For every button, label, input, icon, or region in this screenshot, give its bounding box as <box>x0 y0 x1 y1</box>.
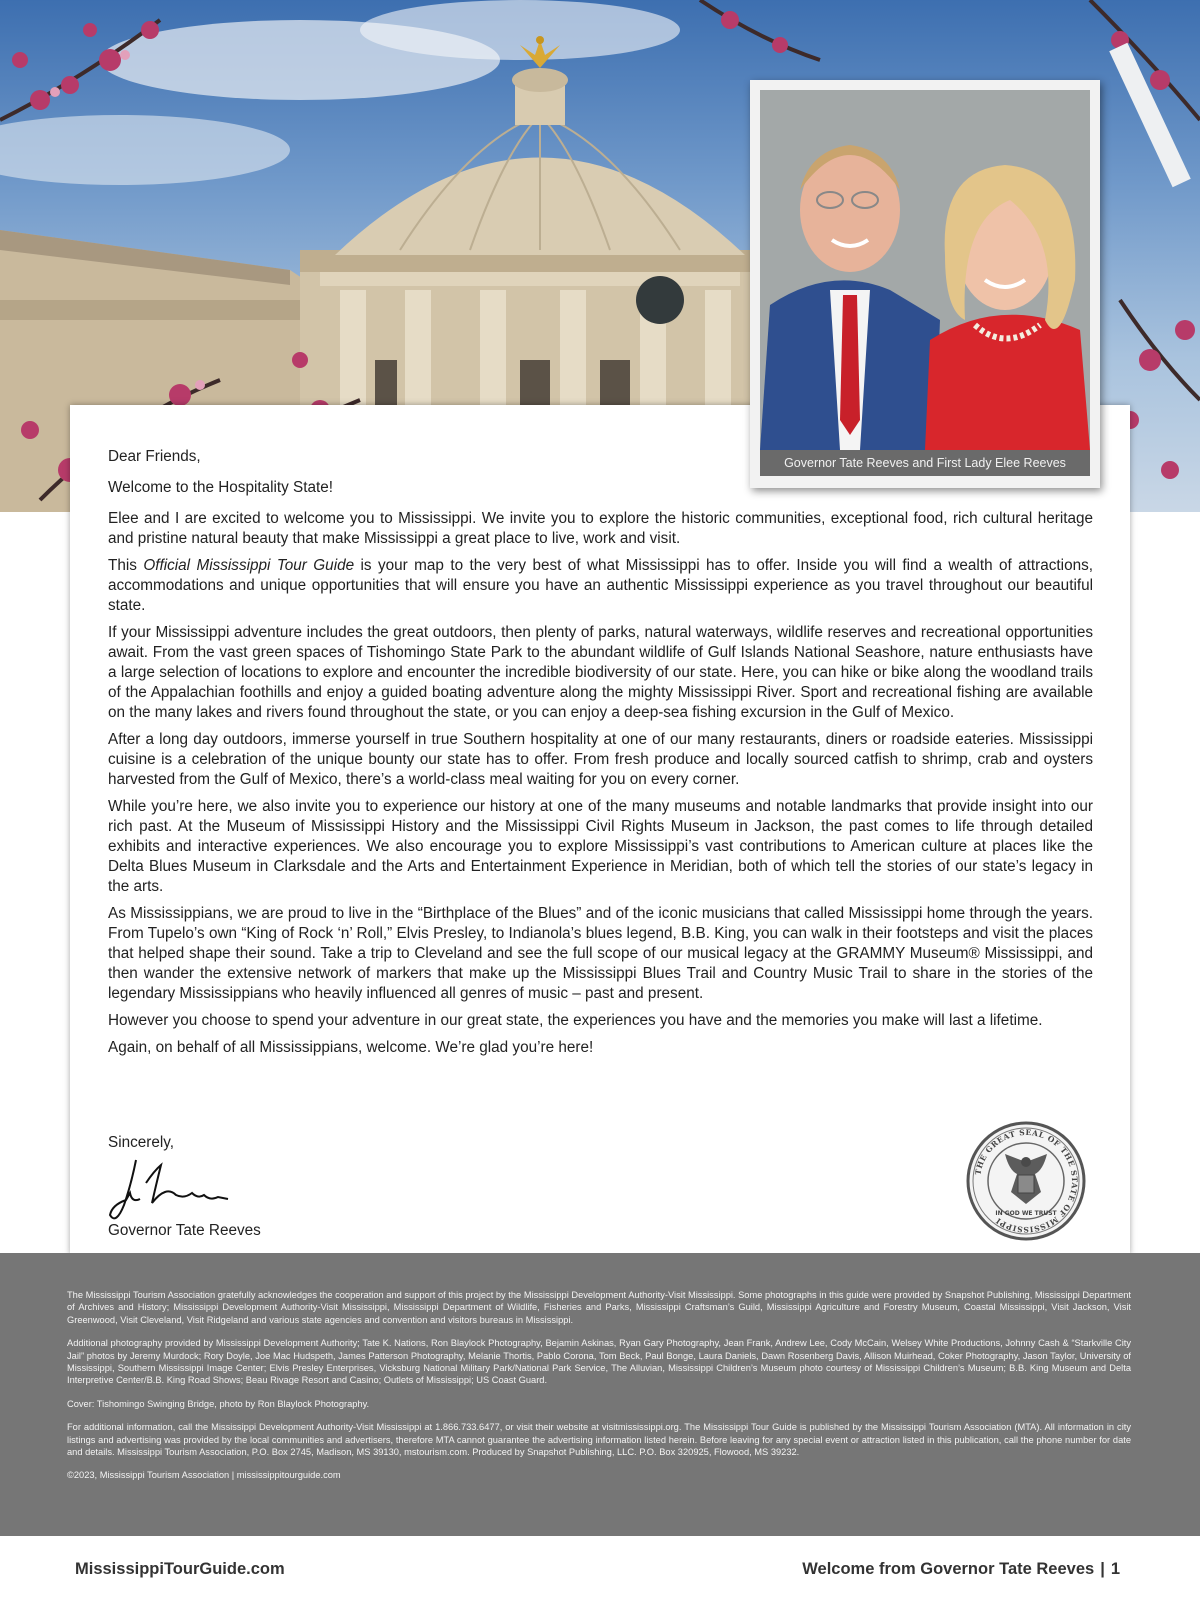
footer-separator: | <box>1100 1560 1105 1578</box>
letter-paragraph: Elee and I are excited to welcome you to Mississippi. We invite you to explore the historic communities, exceptional food, rich cultural heritage and pristine natural beauty that make Mississippi a great place to live, work and visit. <box>108 510 1093 547</box>
footer-section-title: Welcome from Governor Tate Reeves <box>802 1560 1095 1578</box>
seal-outer-text: THE GREAT SEAL OF THE STATE OF MISSISSIPPI <box>973 1127 1080 1235</box>
letter-paragraph <box>108 556 1093 616</box>
page-number: 1 <box>1110 1560 1120 1578</box>
letter-text: This <box>108 557 144 574</box>
letter-salutation: Dear Friends, <box>108 448 201 465</box>
signature-image <box>106 1155 236 1230</box>
governor-portrait-photo <box>760 90 1090 450</box>
state-seal <box>965 1120 1087 1247</box>
letter-paragraph: Again, on behalf of all Mississippians, welcome. We’re glad you’re here! <box>108 1039 594 1056</box>
portrait-caption: Governor Tate Reeves and First Lady Elee Reeves <box>760 450 1090 476</box>
great-seal-icon <box>965 1120 1087 1242</box>
letter-paragraph: However you choose to spend your adventure in our great state, the experiences you have and the memories you make will last a lifetime. <box>108 1012 1043 1029</box>
credits-text <box>67 1289 1131 1493</box>
welcome-letter <box>108 447 1093 1065</box>
letter-closing: Sincerely, <box>108 1134 175 1151</box>
governor-and-first-lady-photo <box>760 90 1090 450</box>
letter-signer: Governor Tate Reeves <box>108 1222 261 1239</box>
letter-text: is your map to the very best of what Mississippi has to offer. Inside you will find a wealth of attractions, accommodations and unique opportunities that will ensure you have an authentic Mississippi experience as you travel throughout our beautiful state. <box>108 557 1093 614</box>
letter-paragraph: If your Mississippi adventure includes the great outdoors, then plenty of parks, natural waterways, wildlife reserves and recreational opportunities await. From the vast green spaces of Tishomingo State Park to the abundant wildlife of Gulf Islands National Seashore, nature enthusiasts have a large selection of locations to explore and encounter the incredible biodiversity of our state. Here, you can hike or bike along the woodland trails of the Appalachian foothills and enjoy a guided boating adventure along the mighty Mississippi River. Sport and recreational fishing are available on the many lakes and rivers found throughout the state, or you can enjoy a deep-sea fishing excursion in the Gulf of Mexico. <box>108 624 1093 721</box>
seal-motto: IN GOD WE TRUST <box>995 1210 1057 1217</box>
credits-paragraph: Additional photography provided by Mississippi Development Authority; Tate K. Nations, Ron Blaylock Photography, Bejamin Askinas, Ryan Gary Photography, Jean Frank, Andrew Lee, Cody McCain, Welsey White Productions, Johnny Cash & “Starkville City Jail” photos by Jeremy Murdock; Rory Doyle, Joe Mac Hudspeth, James Patterson Photography, Melanie Thortis, Pablo Corona, Tom Beck, Paul Bonge, Laura Daniels, Dawn Rosenberg Davis, Allison Muirhead, Coker Photography, Jason Taylor, University of Mississippi, Southern Mississippi Image Center; Elvis Presley Enterprises, Vicksburg National Military Park/National Park Service, The Alluvian, Mississippi Children’s Museum photo courtesy of Mississippi Children’s Museum; B.B. King Museum and Delta Interpretive Center/B.B. King Road Shows; Beau Rivage Resort and Casino; Outlets of Mississippi; US Coast Guard. <box>67 1338 1131 1386</box>
signature-icon <box>106 1155 236 1225</box>
footer-site-link[interactable]: MississippiTourGuide.com <box>75 1560 285 1578</box>
footer-section <box>802 1560 1120 1579</box>
letter-welcome-line: Welcome to the Hospitality State! <box>108 479 334 496</box>
copyright-line: ©2023, Mississippi Tourism Association | mississippitourguide.com <box>67 1470 341 1481</box>
letter-paragraph: As Mississippians, we are proud to live in the “Birthplace of the Blues” and of the iconic musicians that called Mississippi home through the years. From Tupelo’s own “King of Rock ‘n’ Roll,” Elvis Presley, to Indianola’s blues legend, B.B. King, you can walk in their footsteps and visit the places that helped shape their sound. Take a trip to Cleveland and see the full scope of our musical legacy at the GRAMMY Museum® Mississippi, and then wander the extensive network of markers that make up the Mississippi Blues Trail and Country Music Trail to share in the stories of the legendary Mississippians who heavily influenced all genres of music – past and present. <box>108 905 1093 1002</box>
page-footer <box>0 1536 1200 1613</box>
letter-paragraph: While you’re here, we also invite you to experience our history at one of the many museums and notable landmarks that provide insight into our rich past. At the Museum of Mississippi History and the Mississippi Civil Rights Museum in Jackson, the past comes to life through detailed exhibits and interactive experiences. We also encourage you to explore Mississippi’s vast contributions to American culture at places like the Delta Blues Museum in Clarksdale and the Arts and Entertainment Experience in Meridian, both of which tell the stories of our state’s legacy in the arts. <box>108 798 1093 895</box>
letter-paragraph: After a long day outdoors, immerse yourself in true Southern hospitality at one of our many restaurants, diners or roadside eateries. Mississippi cuisine is a celebration of the unique bounty our state has to offer. From fresh produce and locally sourced catfish to shrimp, crab and oysters harvested from the Gulf of Mexico, there’s a world-class meal waiting for you on every corner. <box>108 731 1093 788</box>
portrait-frame <box>750 80 1100 488</box>
credits-paragraph: The Mississippi Tourism Association gratefully acknowledges the cooperation and support of this project by the Mississippi Development Authority-Visit Mississippi. Some photographs in this guide were provided by Snapshot Publishing, Mississippi Department of Archives and History; Mississippi Development Authority-Visit Mississippi, Mississippi Department of Wildlife, Fisheries and Parks, Mississippi Craftsman’s Guild, Mississippi Agriculture and Forestry Museum, Coastal Mississippi, Visit Jackson, Visit Greenwood, Visit Cleveland, Visit Ridgeland and various state agencies and convention and visitors bureaus in Mississippi. <box>67 1290 1131 1325</box>
credits-paragraph: For additional information, call the Mississippi Development Authority-Visit Mississippi at 1.866.733.6477, or visit their website at visitmississippi.org. The Mississippi Tour Guide is published by the Mississippi Tourism Association (MTA). All information in city listings and advertising was provided by the local communities and advertisers, therefore MTA cannot guarantee the advertising information listed herein. Before leaving for any special event or attraction listed in this publication, call the phone number for date and details. Mississippi Tourism Association, P.O. Box 2745, Madison, MS 39130, mstourism.com. Produced by Snapshot Publishing, LLC. P.O. Box 320925, Flowood, MS 39232. <box>67 1422 1131 1458</box>
credits-paragraph: Cover: Tishomingo Swinging Bridge, photo by Ron Blaylock Photography. <box>67 1398 370 1409</box>
guide-title: Official Mississippi Tour Guide <box>143 557 355 574</box>
credits-band <box>0 1253 1200 1536</box>
